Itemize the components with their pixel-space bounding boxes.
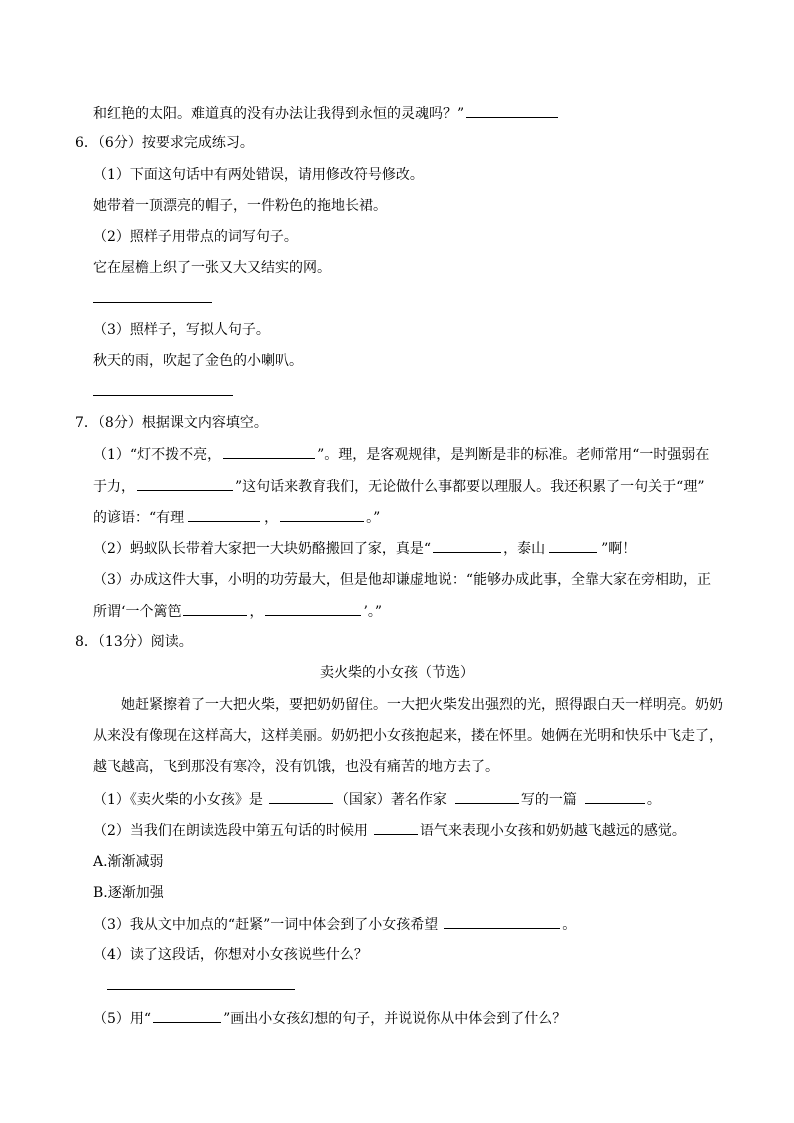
q7-number: 7． — [75, 415, 98, 431]
q6-header — [75, 133, 254, 153]
passage-line-2: 从来没有像现在这样高大，这样美丽。奶奶把小女孩抱起来，搂在怀里。她俩在光明和快乐中飞走了， — [93, 728, 723, 744]
q8-p1-blank-genre[interactable] — [585, 789, 645, 804]
q5-tail-line — [93, 103, 558, 124]
q8-p5-underline-sample — [153, 1008, 221, 1023]
q8-number: 8． — [75, 634, 98, 650]
q6-p3: （3）照样子，写拟人句子。 — [93, 322, 270, 338]
q7-p1-e: 的谚语：“有理 — [93, 510, 185, 526]
q7-p2-a: （2）蚂蚁队长带着大家把一大块奶酪搬回了家，真是“ — [93, 541, 432, 557]
q8-p1-d: 。 — [646, 792, 661, 808]
q7-p1-b: ”。理，是客观规律，是判断是非的标准。老师常用“一时强弱在 — [317, 447, 710, 463]
q7-p1-line3 — [93, 507, 380, 528]
q7-header — [75, 413, 268, 433]
q8-p1-blank-country[interactable] — [269, 789, 333, 804]
q8-option-a[interactable]: A.渐渐减弱 — [93, 854, 164, 870]
q7-p2-c: ”啊！ — [601, 541, 637, 557]
q7-p2-line — [93, 538, 636, 559]
q6-p3-answer-line[interactable] — [93, 395, 233, 396]
q8-p1-b: （国家）著名作家 — [334, 792, 447, 808]
q8-p4: （4）读了这段话，你想对小女孩说些什么？ — [93, 947, 368, 963]
q8-p1-blank-author[interactable] — [455, 789, 519, 804]
q6-p2-sentence: 它在屋檐上织了一张又大又结实的网。 — [93, 260, 331, 276]
q7-p3-line1: （3）办成这件大事，小明的功劳最大，但是他却谦虚地说：“能够办成此事，全靠大家在旁相助，正 — [93, 572, 712, 588]
q7-p1-blank3[interactable] — [188, 507, 260, 522]
q7-p1-a: （1）“灯不拨不亮， — [93, 447, 222, 463]
q6-p3-sentence: 秋天的雨，吹起了金色的小喇叭。 — [93, 353, 303, 369]
q7-p2-blank1[interactable] — [433, 538, 501, 553]
q8-p5-line — [93, 1008, 566, 1029]
q5-answer-blank[interactable] — [466, 103, 558, 118]
passage-line-1: 她赶紧擦着了一大把火柴，要把奶奶留住。一大把火柴发出强烈的光，照得跟白天一样明亮。奶奶 — [121, 697, 723, 713]
q8-header — [75, 632, 193, 652]
q7-p1-line1 — [93, 444, 709, 465]
q6-p2-answer-line[interactable] — [93, 302, 212, 303]
q8-p1-line — [93, 789, 661, 810]
q6-p1: （1）下面这句话中有两处错误，请用修改符号修改。 — [93, 167, 424, 183]
q7-p3-d: ’。” — [363, 604, 383, 620]
q6-number: 6． — [75, 135, 98, 151]
q8-p2-b: 语气来表现小女孩和奶奶越飞越远的感觉。 — [419, 823, 686, 839]
q7-p1-blank2[interactable] — [137, 476, 233, 491]
q6-header-text: （6分）按要求完成练习。 — [97, 135, 254, 151]
q8-header-text: （13分）阅读。 — [97, 634, 193, 650]
q8-p2-blank[interactable] — [374, 820, 418, 835]
q5-tail-text: 和红艳的太阳。难道真的没有办法让我得到永恒的灵魂吗？” — [93, 106, 465, 122]
q7-p1-blank4[interactable] — [280, 507, 364, 522]
q7-p1-f: ， — [264, 510, 279, 526]
q7-p3-b: 所谓‘一个篱笆 — [93, 604, 182, 620]
q7-header-text: （8分）根据课文内容填空。 — [97, 415, 268, 431]
q8-p2-a: （2）当我们在朗读选段中第五句话的时候用 — [93, 823, 368, 839]
passage-title: 卖火柴的小女孩（节选） — [320, 665, 474, 681]
q6-p1-sentence: 她带着一顶漂亮的帽子，一件粉色的拖地长裙。 — [93, 198, 387, 214]
q7-p1-c: 于力， — [93, 479, 135, 495]
q8-p5-b: ”画出小女孩幻想的句子，并说说你从中体会到了什么？ — [223, 1011, 567, 1027]
q8-p2-line — [93, 820, 686, 841]
q8-p3-a: （3）我从文中加点的“赶紧”一词中体会到了小女孩希望 — [93, 917, 439, 933]
q7-p2-b: ，泰山 — [503, 541, 546, 557]
q7-p3-c: ， — [249, 604, 264, 620]
q8-p5-a: （5）用“ — [93, 1011, 152, 1027]
q7-p3-blank2[interactable] — [265, 601, 361, 616]
q8-p3-b: 。 — [562, 917, 577, 933]
q8-p3-line — [93, 914, 576, 935]
q8-p3-blank[interactable] — [444, 914, 560, 929]
q8-option-b[interactable]: B.逐渐加强 — [93, 885, 164, 901]
q7-p3-blank1[interactable] — [183, 601, 247, 616]
q8-p1-a: （1）《卖火柴的小女孩》是 — [93, 792, 263, 808]
q7-p3-line2 — [93, 601, 382, 622]
q8-p1-c: 写的一篇 — [520, 792, 577, 808]
q8-p4-answer-line[interactable] — [107, 989, 295, 990]
q7-p1-g: 。” — [366, 510, 381, 526]
q7-p1-blank1[interactable] — [223, 444, 315, 459]
q7-p2-blank2[interactable] — [549, 538, 597, 553]
passage-line-3: 越飞越高，飞到那没有寒冷，没有饥饿，也没有痛苦的地方去了。 — [93, 759, 499, 775]
q6-p2: （2）照样子用带点的词写句子。 — [93, 229, 298, 245]
q7-p1-line2 — [93, 476, 704, 497]
q7-p1-d: ”这句话来教育我们，无论做什么事都要以理服人。我还积累了一句关于“理” — [235, 479, 705, 495]
